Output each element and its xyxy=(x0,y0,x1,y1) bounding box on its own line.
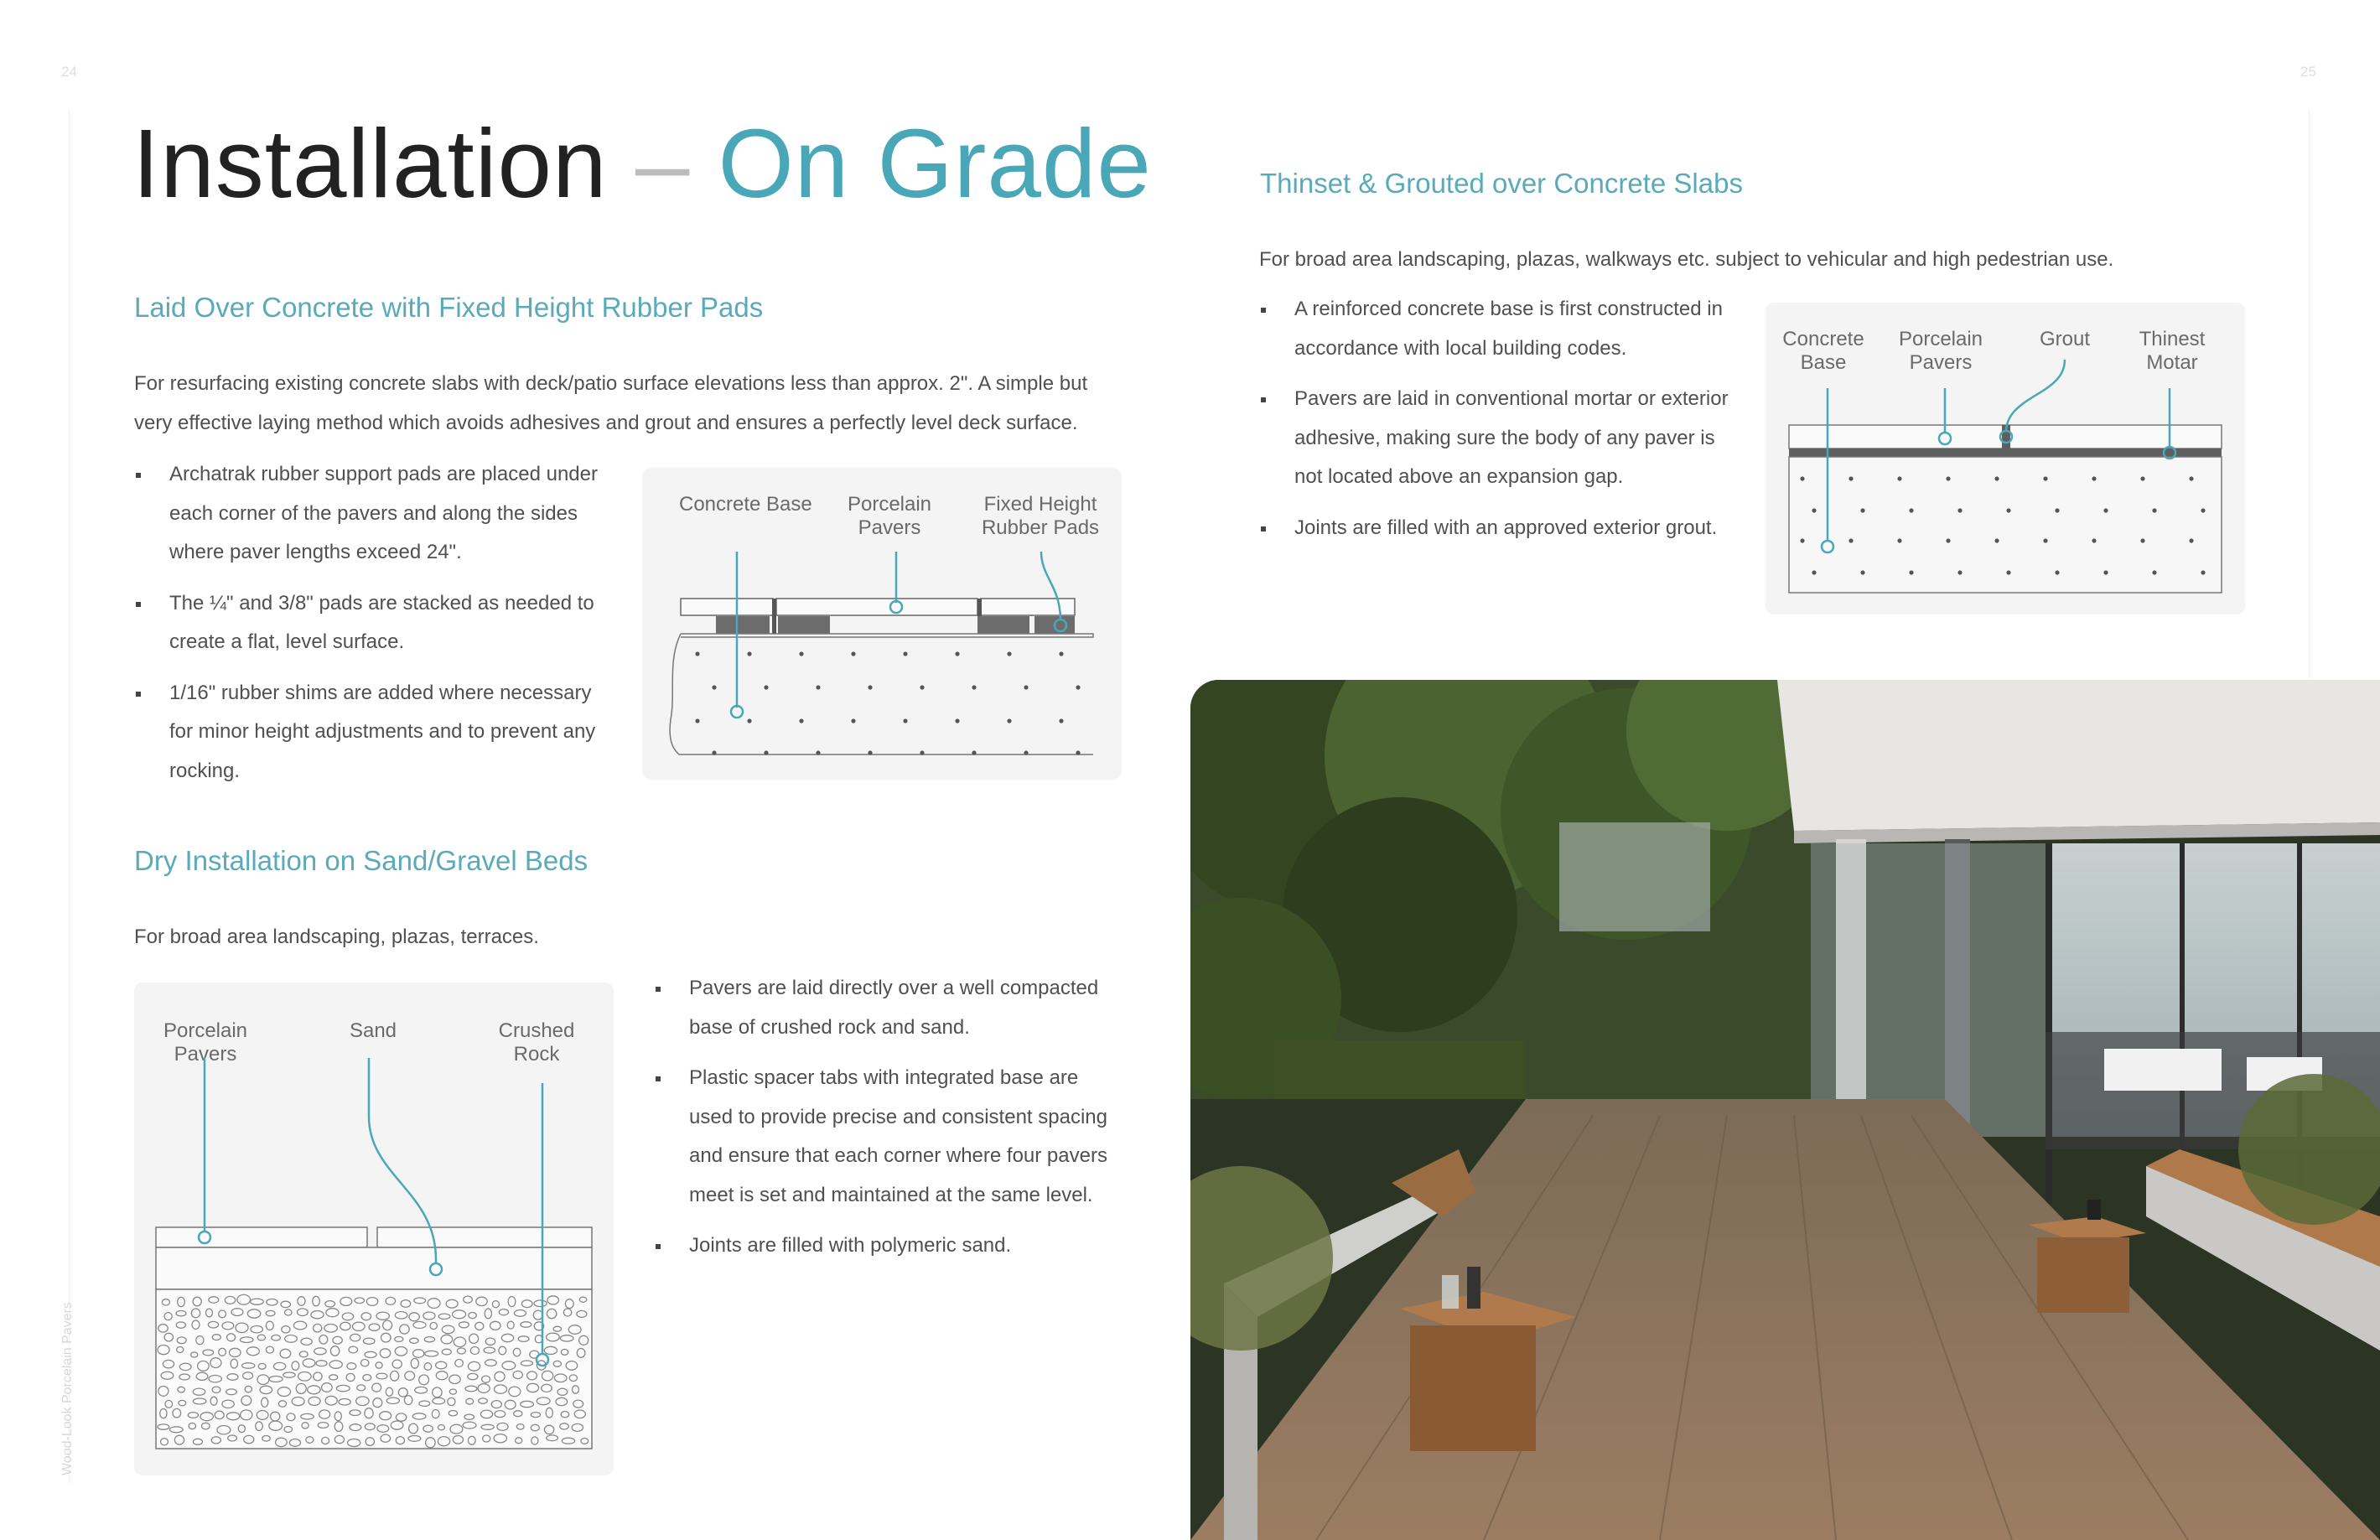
diagram-sand-gravel-drawing xyxy=(134,983,614,1475)
diagram-label-crushed-rock: Crushed Rock xyxy=(498,1019,575,1066)
diagram-rubber-pads-drawing xyxy=(642,468,1122,780)
section-heading-sand-gravel: Dry Installation on Sand/Gravel Beds xyxy=(134,845,589,876)
diagram-rubber-pads xyxy=(642,468,1122,780)
list-item: Joints are filled with polymeric sand. xyxy=(654,1226,1123,1266)
section-intro-thinset: For broad area landscaping, plazas, walkways etc. subject to vehicular and high pedestrian use. xyxy=(1259,248,2114,271)
diagram-label-grout: Grout xyxy=(2039,328,2091,350)
bullet-list-rubber-pads xyxy=(134,455,604,802)
patio-photo xyxy=(1190,680,2380,1540)
page-title xyxy=(132,107,1152,220)
bullet-list-sand-gravel xyxy=(654,969,1123,1278)
right-margin-guide xyxy=(2309,109,2310,679)
title-accent: On Grade xyxy=(718,109,1152,218)
diagram-thinset-drawing xyxy=(1766,303,2245,614)
section-intro-rubber-pads: For resurfacing existing concrete slabs with deck/patio surface elevations less than approx. 2". A simple but very effective laying method which avoids adhesives and grout and ensures a perfectly level deck surface. xyxy=(134,372,1088,434)
diagram-label-concrete-base: Concrete Base xyxy=(679,493,812,516)
diagram-label-sand: Sand xyxy=(349,1019,397,1042)
list-item: Archatrak rubber support pads are placed under each corner of the pavers and along the sides where paver lengths exceed 24". xyxy=(134,455,604,573)
list-item: Pavers are laid directly over a well compacted base of crushed rock and sand. xyxy=(654,969,1123,1047)
side-caption: Wood-Look Porcelain Pavers xyxy=(60,1302,75,1475)
section-heading-thinset: Thinset & Grouted over Concrete Slabs xyxy=(1260,168,1743,199)
left-margin-guide xyxy=(69,109,70,1484)
list-item: A reinforced concrete base is first constructed in accordance with local building codes. xyxy=(1259,290,1745,368)
list-item: The ¼" and 3/8" pads are stacked as needed to create a flat, level surface. xyxy=(134,584,604,662)
page-number-left: 24 xyxy=(61,64,77,80)
title-main: Installation xyxy=(132,109,608,218)
section-heading-rubber-pads: Laid Over Concrete with Fixed Height Rubber Pads xyxy=(134,292,764,323)
list-item: Pavers are laid in conventional mortar or exterior adhesive, making sure the body of any paver is not located above an expansion gap. xyxy=(1259,380,1745,497)
diagram-thinset xyxy=(1766,303,2245,614)
page-number-right: 25 xyxy=(2300,64,2316,80)
list-item: Joints are filled with an approved exterior grout. xyxy=(1259,509,1745,548)
list-item: Plastic spacer tabs with integrated base are used to provide precise and consistent spacing and ensure that each corner where four pavers meet is set and maintained at the same level. xyxy=(654,1059,1123,1215)
diagram-label-thinset-mortar: Thinest Motar xyxy=(2139,328,2206,374)
diagram-label-rubber-pads: Fixed Height Rubber Pads xyxy=(981,493,1100,539)
section-intro-sand-gravel: For broad area landscaping, plazas, terraces. xyxy=(134,926,539,948)
diagram-label-porcelain-pavers: Porcelain Pavers xyxy=(847,493,932,539)
diagram-label-porcelain-pavers: Porcelain Pavers xyxy=(163,1019,248,1066)
title-dash: – xyxy=(635,109,691,218)
patio-photo-drawing xyxy=(1190,680,2380,1540)
diagram-label-porcelain-pavers: Porcelain Pavers xyxy=(1898,328,1983,374)
diagram-label-concrete-base: Concrete Base xyxy=(1782,328,1864,374)
list-item: 1/16" rubber shims are added where necessary for minor height adjustments and to prevent any rocking. xyxy=(134,674,604,791)
bullet-list-thinset xyxy=(1259,290,1745,559)
diagram-sand-gravel xyxy=(134,983,614,1475)
